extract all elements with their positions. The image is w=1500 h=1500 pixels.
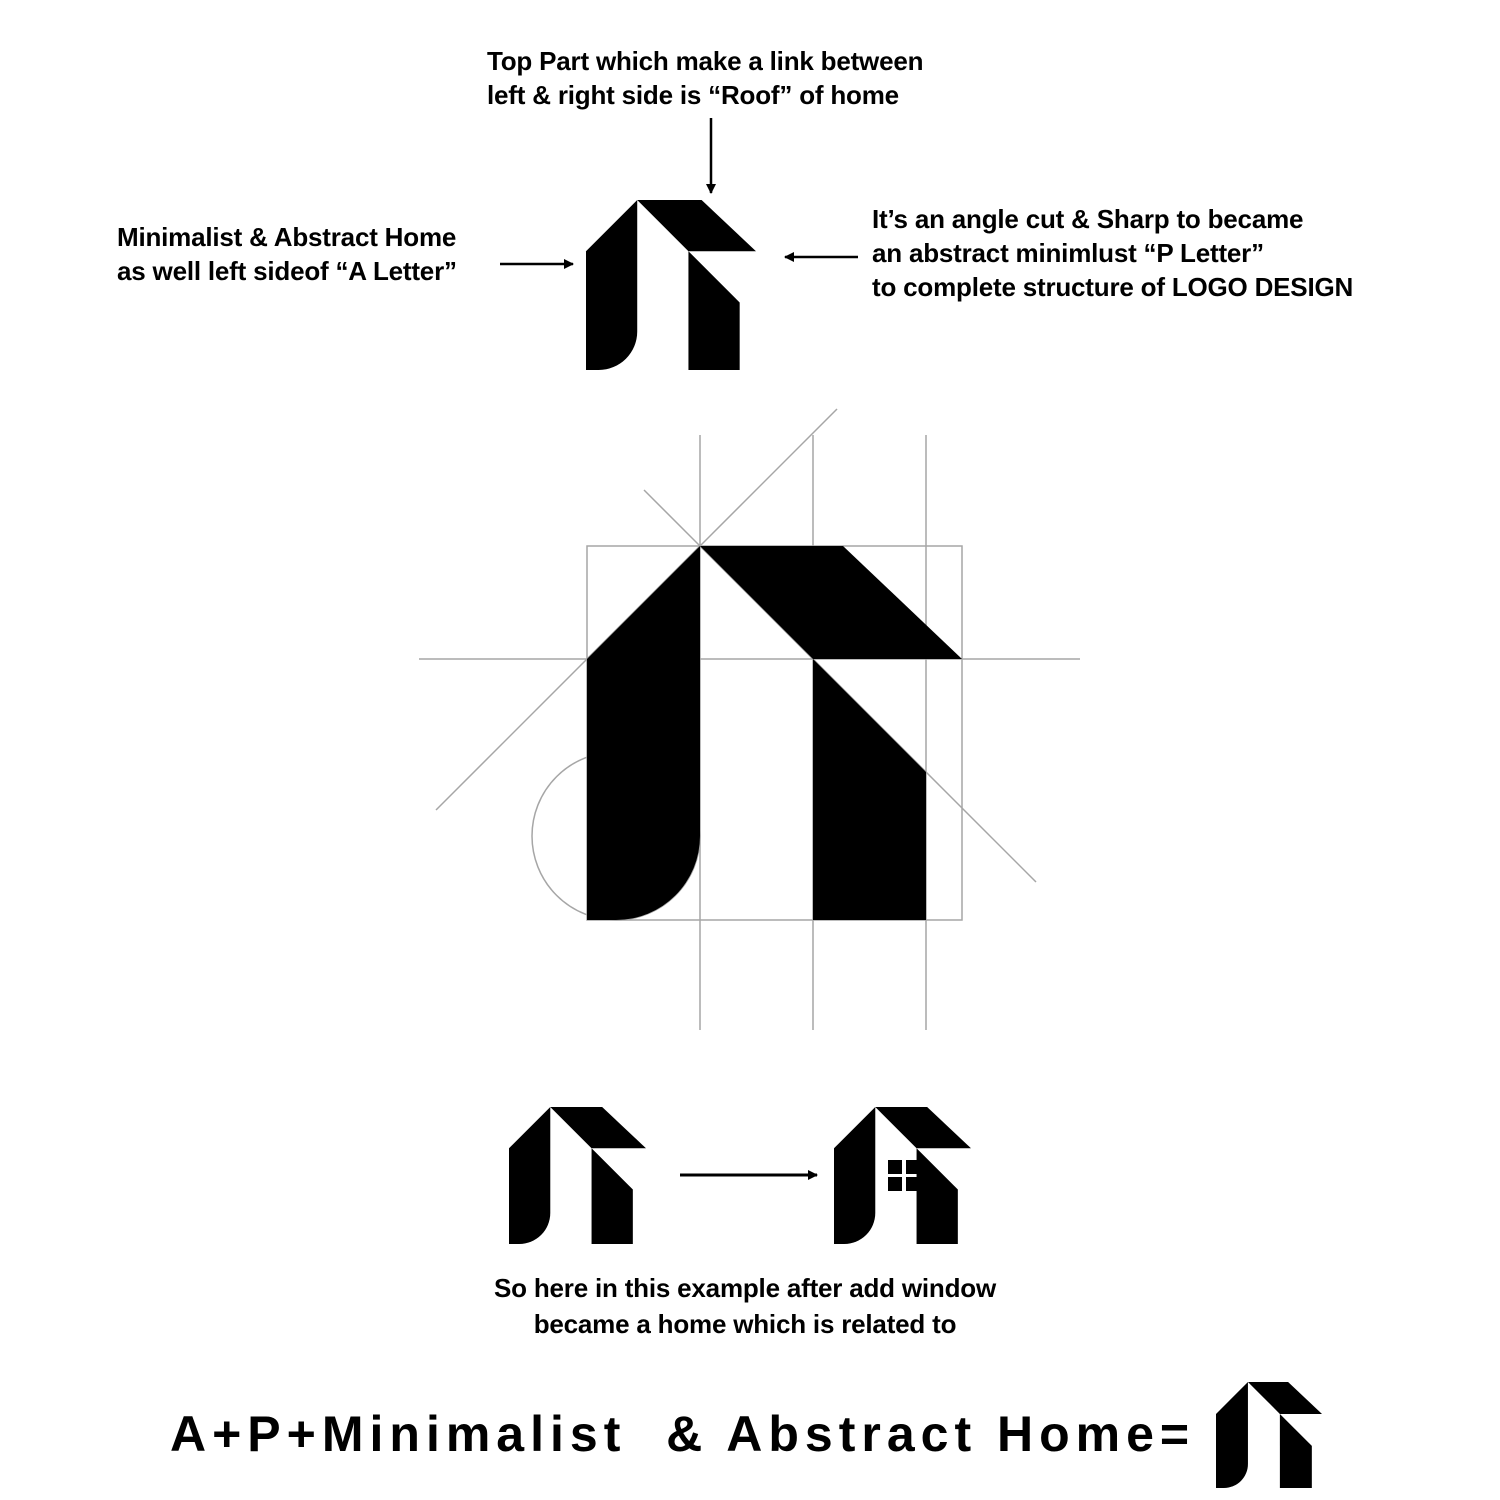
left-annotation-line-1: Minimalist & Abstract Home xyxy=(117,222,457,252)
left-annotation-line-2: as well left sideof “A Letter” xyxy=(117,256,457,286)
p-letter-annotation xyxy=(872,202,1353,304)
top-logo-mark xyxy=(586,200,756,370)
roof-annotation xyxy=(487,44,923,112)
right-annotation-line-3: to complete structure of LOGO DESIGN xyxy=(872,272,1354,302)
logo-equation: A+P+Minimalist & Abstract Home= xyxy=(170,1406,1196,1462)
construction-guides xyxy=(419,409,1080,1030)
window-annotation-line-1: So here in this example after add window xyxy=(494,1273,996,1303)
window-icon xyxy=(888,1160,920,1191)
roof-annotation-line-1: Top Part which make a link between xyxy=(487,46,924,76)
right-annotation-line-2: an abstract minimlust “P Letter” xyxy=(872,238,1264,268)
window-annotation-line-2: became a home which is related to xyxy=(533,1309,957,1339)
right-annotation-line-1: It’s an angle cut & Sharp to became xyxy=(872,204,1304,234)
example-logo-plain xyxy=(509,1107,646,1244)
equation-result-logo xyxy=(1216,1382,1322,1488)
roof-annotation-line-2: left & right side is “Roof” of home xyxy=(487,80,899,110)
example-logo-with-window xyxy=(834,1107,971,1244)
window-annotation xyxy=(395,1270,1095,1342)
left-side-annotation xyxy=(117,220,457,288)
